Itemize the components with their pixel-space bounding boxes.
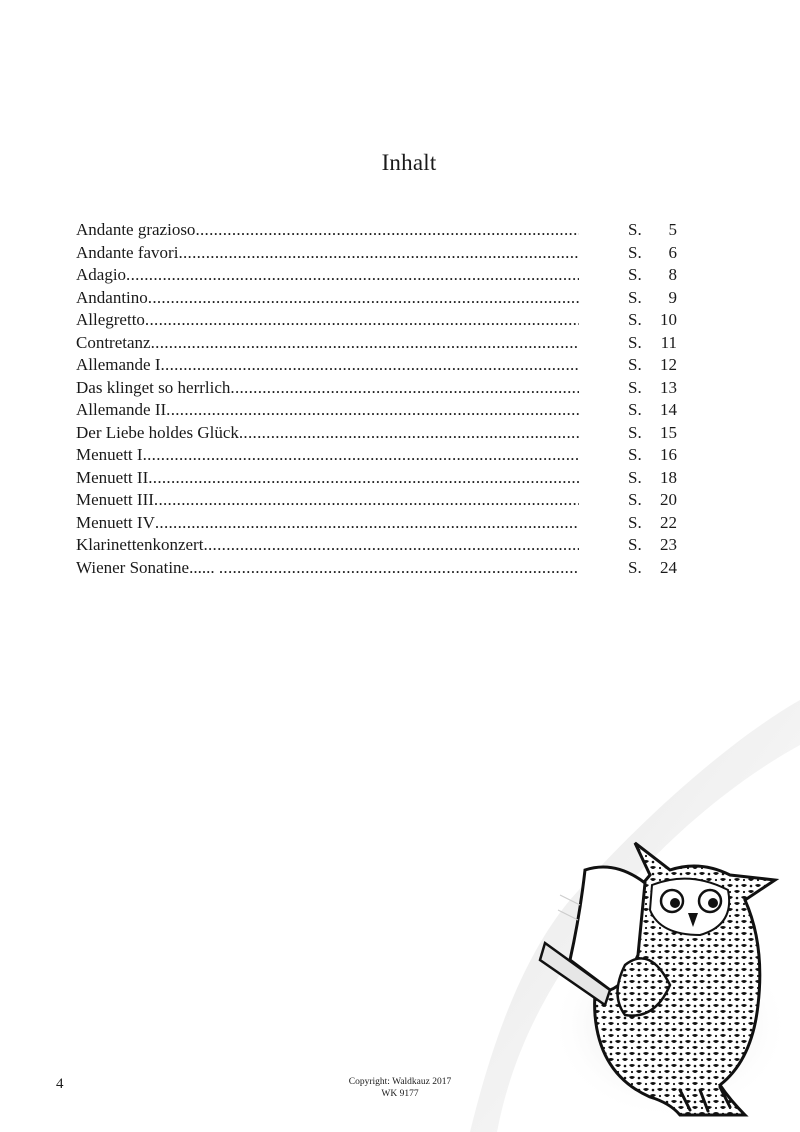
toc-page-number: 8 <box>668 265 677 284</box>
toc-page-number: 11 <box>660 332 677 352</box>
toc-entry-title: Andantino ..... <box>76 287 579 310</box>
toc-entry-title: Contretanz ..... <box>76 332 579 355</box>
toc-entry-title: Adagio ..... <box>76 264 579 287</box>
owl-reading-sheet-music-illustration <box>530 835 790 1120</box>
toc-page-prefix: S. <box>628 355 642 374</box>
toc-page-number: 9 <box>668 287 677 307</box>
toc-page-prefix: S. <box>628 467 642 487</box>
toc-page-prefix: S. <box>628 287 642 307</box>
toc-entry-title: Menuett III ..... <box>76 489 579 512</box>
toc-page-number: 20 <box>660 490 677 509</box>
toc-page-number: 12 <box>660 355 677 374</box>
toc-page-number: 16 <box>660 445 677 464</box>
toc-page-prefix: S. <box>628 535 642 554</box>
toc-row <box>76 219 696 242</box>
toc-entry-title: Andante grazioso ..... <box>76 219 579 242</box>
toc-page-number: 5 <box>668 220 677 239</box>
copyright-text: Copyright: Waldkauz 2017 <box>348 1077 452 1087</box>
toc-entry-title: Allemande I ..... <box>76 354 579 377</box>
page-title: Inhalt <box>381 150 437 175</box>
toc-page-prefix: S. <box>628 310 642 329</box>
toc-row <box>76 557 696 580</box>
toc-page-number: 6 <box>668 242 677 262</box>
toc-page-prefix: S. <box>628 445 642 464</box>
toc-row <box>76 444 696 467</box>
toc-page-number: 10 <box>660 310 677 329</box>
toc-row <box>76 354 696 377</box>
toc-row <box>76 309 696 332</box>
toc-page-prefix: S. <box>628 512 642 532</box>
toc-row <box>76 534 696 557</box>
toc-entry-title: Andante favori ..... <box>76 242 579 265</box>
toc-row <box>76 264 696 287</box>
toc-page-prefix: S. <box>628 242 642 262</box>
toc-entry-title: Allegretto ..... <box>76 309 579 332</box>
toc-page-prefix: S. <box>628 265 642 284</box>
toc-row <box>76 489 696 512</box>
toc-row <box>76 332 696 355</box>
toc-row <box>76 377 696 400</box>
toc-row <box>76 287 696 310</box>
footer-copyright <box>300 1076 500 1100</box>
toc-page-prefix: S. <box>628 557 642 577</box>
toc-entry-title: Menuett IV ..... <box>76 512 579 535</box>
toc-entry-title: Klarinettenkonzert ..... <box>76 534 579 557</box>
toc-row <box>76 399 696 422</box>
toc-row <box>76 242 696 265</box>
table-of-contents <box>76 219 696 579</box>
toc-page-prefix: S. <box>628 422 642 442</box>
toc-page-prefix: S. <box>628 220 642 239</box>
toc-page-number: 24 <box>660 557 677 577</box>
catalog-number: WK 9177 <box>381 1089 419 1099</box>
page-number: 4 <box>56 1076 64 1092</box>
toc-row <box>76 422 696 445</box>
toc-page-number: 23 <box>660 535 677 554</box>
toc-page-number: 13 <box>660 377 677 397</box>
toc-entry-title: Allemande II ..... <box>76 399 579 422</box>
toc-entry-title: Das klinget so herrlich ..... <box>76 377 579 400</box>
toc-row <box>76 512 696 535</box>
toc-page-number: 14 <box>660 400 677 419</box>
toc-entry-title: Der Liebe holdes Glück ..... <box>76 422 579 445</box>
toc-page-prefix: S. <box>628 332 642 352</box>
toc-entry-title: Menuett II ..... <box>76 467 579 490</box>
toc-row <box>76 467 696 490</box>
toc-page-prefix: S. <box>628 377 642 397</box>
toc-entry-title: Menuett I ..... <box>76 444 579 467</box>
toc-page-number: 15 <box>660 422 677 442</box>
toc-page-number: 18 <box>660 467 677 487</box>
toc-page-prefix: S. <box>628 490 642 509</box>
toc-page-number: 22 <box>660 512 677 532</box>
toc-entry-title: Wiener Sonatine...... ..... <box>76 557 579 580</box>
toc-page-prefix: S. <box>628 400 642 419</box>
